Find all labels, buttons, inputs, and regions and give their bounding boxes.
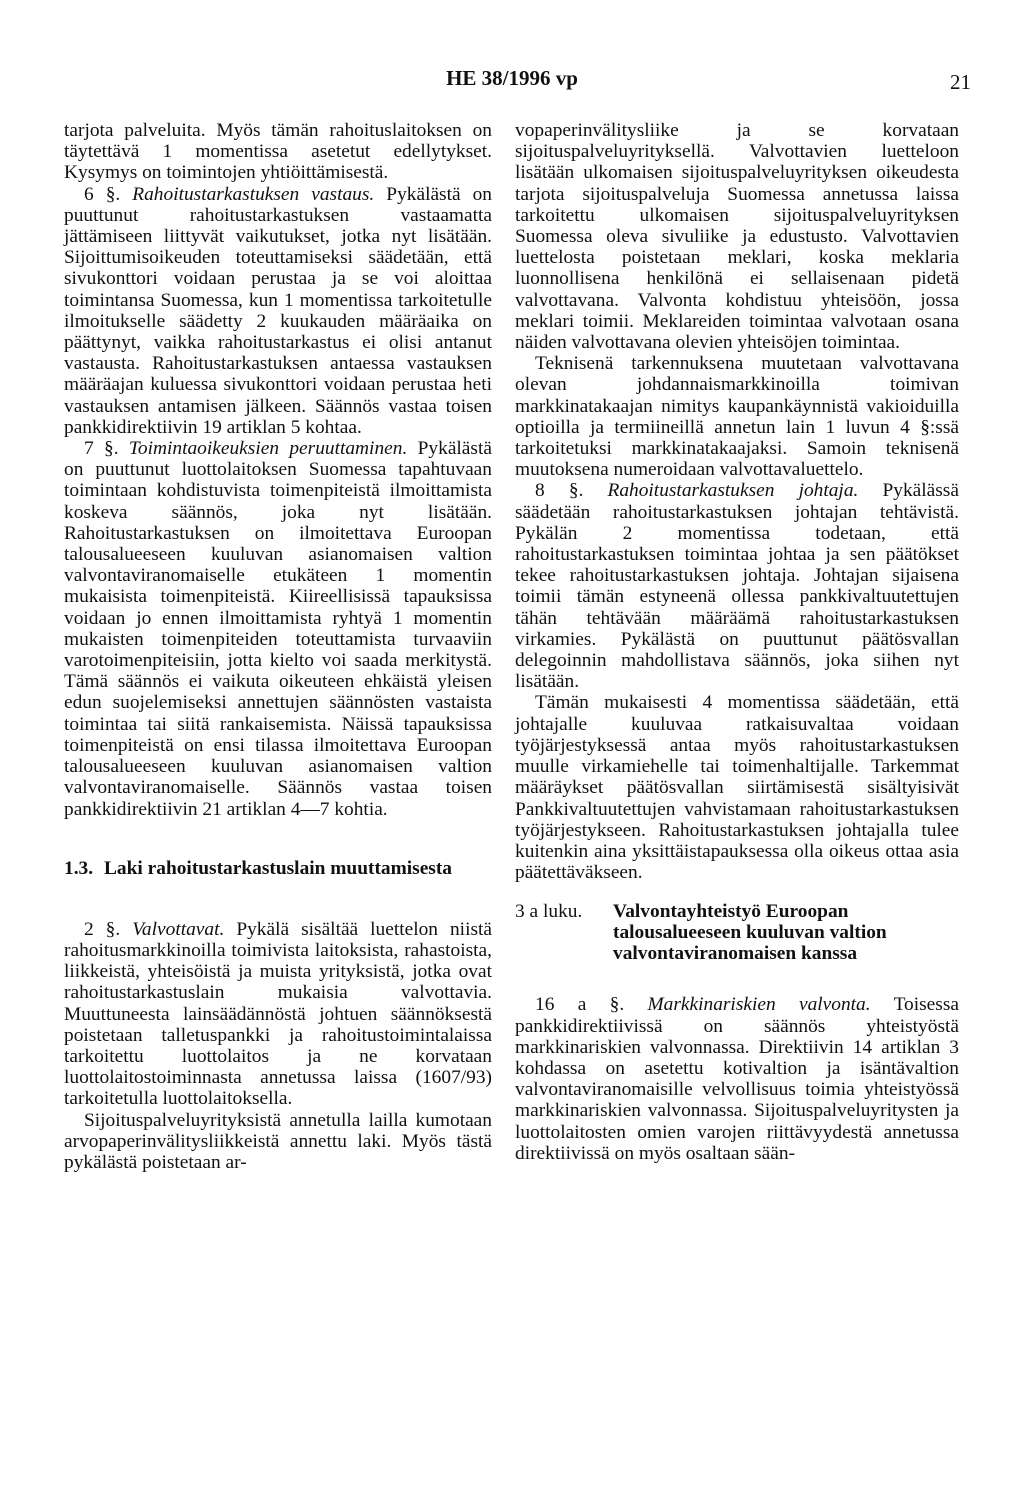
section-number: 6 §.: [84, 183, 121, 205]
section-body: Pykälä sisältää luettelon niistä rahoitusmarkkinoilla toimivista laitoksista, rahastoista, liikkeistä, yhteisöistä ja muista yrityksistä, jotka ovat rahoitustarkastuslain mukaisia valvottavia. Muuttuneesta lainsäädännöstä johtuen säännöksestä poistetaan talletuspankki ja rahoitustoimintalaissa tarkoitettu luottolaitos ja ne korvataan luottolaitostoiminnasta annetussa laissa (1607/93) tarkoitetulla luottolaitoksella.: [64, 918, 492, 1110]
section-paragraph-7: [64, 438, 492, 820]
section-body: Toisessa pankkidirektiivissä on säännös yhteistyöstä markkinariskien valvonnassa. Direktiivin 14 artiklan 3 kohdassa on asetettu kotivaltion ja isäntävaltion valvontaviranomaisille velvollisuus toimia yhteistyössä markkinariskien valvonnassa. Sijoituspalveluyritysten ja luottolaitosten omien varojen riittävyydestä annetussa direktiivissä on myös osaltaan sään-: [515, 994, 959, 1164]
section-body: Pykälässä säädetään rahoitustarkastuksen johtajan tehtävistä. Pykälän 2 momentissa todetaan, että rahoitustarkastuksen toimintaa johtaa ja sen päätökset tekee rahoitustarkastuksen johtaja. Johtajan sijaisena toimii tämän estyneenä ollessa pankkivaltuutettujen tähän tehtävään määräämä rahoitustarkastuksen virkamies. Pykälästä on puuttunut päätösvallan delegoinnin mahdollistava säännös, joka siihen nyt lisätään.: [515, 480, 959, 693]
chapter-heading-1-3: [64, 858, 492, 879]
section-title: Markkinariskien valvonta.: [647, 994, 871, 1016]
chapter-heading-3a: [515, 901, 959, 964]
left-column: [64, 120, 492, 1173]
chapter-number: 3 a luku.: [515, 901, 583, 923]
section-paragraph-16a: [515, 994, 959, 1164]
right-column: [515, 120, 959, 1164]
section-body: Pykälästä on puuttunut rahoitustarkastuksen vastaamatta jättämiseen liittyvät vaikutukset, jotka nyt lisätään. Sijoittumisoikeuden toteuttamiseksi säädetään, että sivukonttori voidaan perustaa ja se voi aloittaa toimintansa Suomessa, kun 1 momentissa tarkoitetulle ilmoitukselle säädetty 2 kuukauden määräaika on päättynyt, vaikka rahoitustarkastus ei olisi antanut vastausta. Rahoitustarkastuksen antaessa vastauksen määräajan kuluessa sivukonttori voidaan perustaa heti vastauksen antamisen jälkeen. Säännös vastaa toisen pankkidirektiivin 19 artiklan 5 kohtaa.: [64, 183, 492, 438]
section-paragraph-2: [64, 919, 492, 1110]
section-title: Rahoitustarkastuksen johtaja.: [607, 480, 859, 502]
paragraph: tarjota palveluita. Myös tämän rahoituslaitoksen on täytettävä 1 momentissa asetetut edellytykset. Kysymys on toimintojen yhtiöittämisestä.: [64, 120, 492, 184]
section-paragraph-8: [515, 480, 959, 692]
paragraph: Tämän mukaisesti 4 momentissa säädetään, että johtajalle kuuluvaa ratkaisuvaltaa voidaan työjärjestyksessä antaa myös rahoitustarkastuksen muulle virkamiehelle tai toimenhaltijalle. Tarkemmat määräykset päätösvallan siirtämisestä sisältyisivät Pankkivaltuutettujen vahvistamaan rahoitustarkastuksen työjärjestykseen. Rahoitustarkastuksen johtajalla tulee kuitenkin aina yksittäistapauksessa olla oikeus ottaa asia päätettäväkseen.: [515, 692, 959, 884]
section-title: Valvottavat.: [132, 918, 225, 940]
section-number: 8 §.: [535, 480, 584, 502]
section-number: 16 a §.: [535, 994, 625, 1016]
section-body: Pykälästä on puuttunut luottolaitoksen Suomessa tapahtuvaan toimintaan kohdistuvista toimenpiteistä ilmoittamista koskeva säännös, joka nyt lisätään. Rahoitustarkastuksen on ilmoitettava Euroopan talousalueeseen kuuluvan asianomaisen valtion valvontaviranomaiselle etukäteen 1 momentin mukaisista toimenpiteistä. Kiireellisissä tapauksissa voidaan jo ennen ilmoittamista ryhtyä 1 momentin mukaisten toimenpiteiden toteuttamista turvaaviin varotoimenpiteisiin, jotta kielto voi saada merkitystä. Tämä säännös ei vaikuta oikeuteen ehkäistä yleisen edun suojelemiseksi annettujen säännösten vastaista toimintaa tai siitä rankaisemista. Näissä tapauksissa toimenpiteistä on ensi tilassa ilmoitettava Euroopan talousalueeseen kuuluvan asianomaisen valtion valvontaviranomaiselle. Säännös vastaa toisen pankkidirektiivin 21 artiklan 4—7 kohtia.: [64, 438, 492, 820]
section-paragraph-6: [64, 184, 492, 438]
paragraph: Sijoituspalveluyrityksistä annetulla lailla kumotaan arvopaperinvälitysliikkeistä annettu laki. Myös tästä pykälästä poistetaan ar-: [64, 1109, 492, 1173]
paragraph: vopaperinvälitysliike ja se korvataan sijoituspalveluyrityksellä. Valvottavien luetteloon lisätään ulkomaisen sijoituspalveluyrityksen oikeudesta tarjota sijoituspalveluja Suomessa annetussa laissa tarkoitettu ulkomaisen sijoituspalveluyrityksen Suomessa oleva sivuliike ja edustusto. Valvottavien luettelosta poistetaan meklari, koska meklaria luonnollisena henkilönä ei sellaisenaan pidetä valvottavana. Valvonta kohdistuu yhteisöön, jossa meklari toimii. Meklareiden toimintaa valvotaan osana näiden valvottavana olevien yhteisöjen toimintaa.: [515, 120, 959, 354]
chapter-title: Valvontayhteistyö Euroopan talousalueeseen kuuluvan valtion valvontaviranomaisen kanssa: [613, 901, 887, 965]
chapter-title: Laki rahoitustarkastuslain muuttamisesta: [104, 857, 452, 879]
paragraph: Teknisenä tarkennuksena muutetaan valvottavana olevan johdannaismarkkinoilla toimivan markkinatakaajan nimitys kaupankäynnistä vakioiduilla optioilla ja termiineillä annetun lain 1 luvun 4 §:ssä tarkoitetuksi markkinatakaajaksi. Samoin teknisenä muutoksena numeroidaan valvottavaluettelo.: [515, 353, 959, 481]
chapter-number: 1.3.: [64, 857, 94, 879]
document-header-title: HE 38/1996 vp: [446, 66, 578, 90]
section-number: 2 §.: [84, 918, 121, 940]
section-title: Rahoitustarkastuksen vastaus.: [132, 183, 375, 205]
page-number: 21: [950, 70, 971, 94]
section-number: 7 §.: [84, 438, 119, 460]
section-title: Toimintaoikeuksien peruuttaminen.: [128, 438, 408, 460]
